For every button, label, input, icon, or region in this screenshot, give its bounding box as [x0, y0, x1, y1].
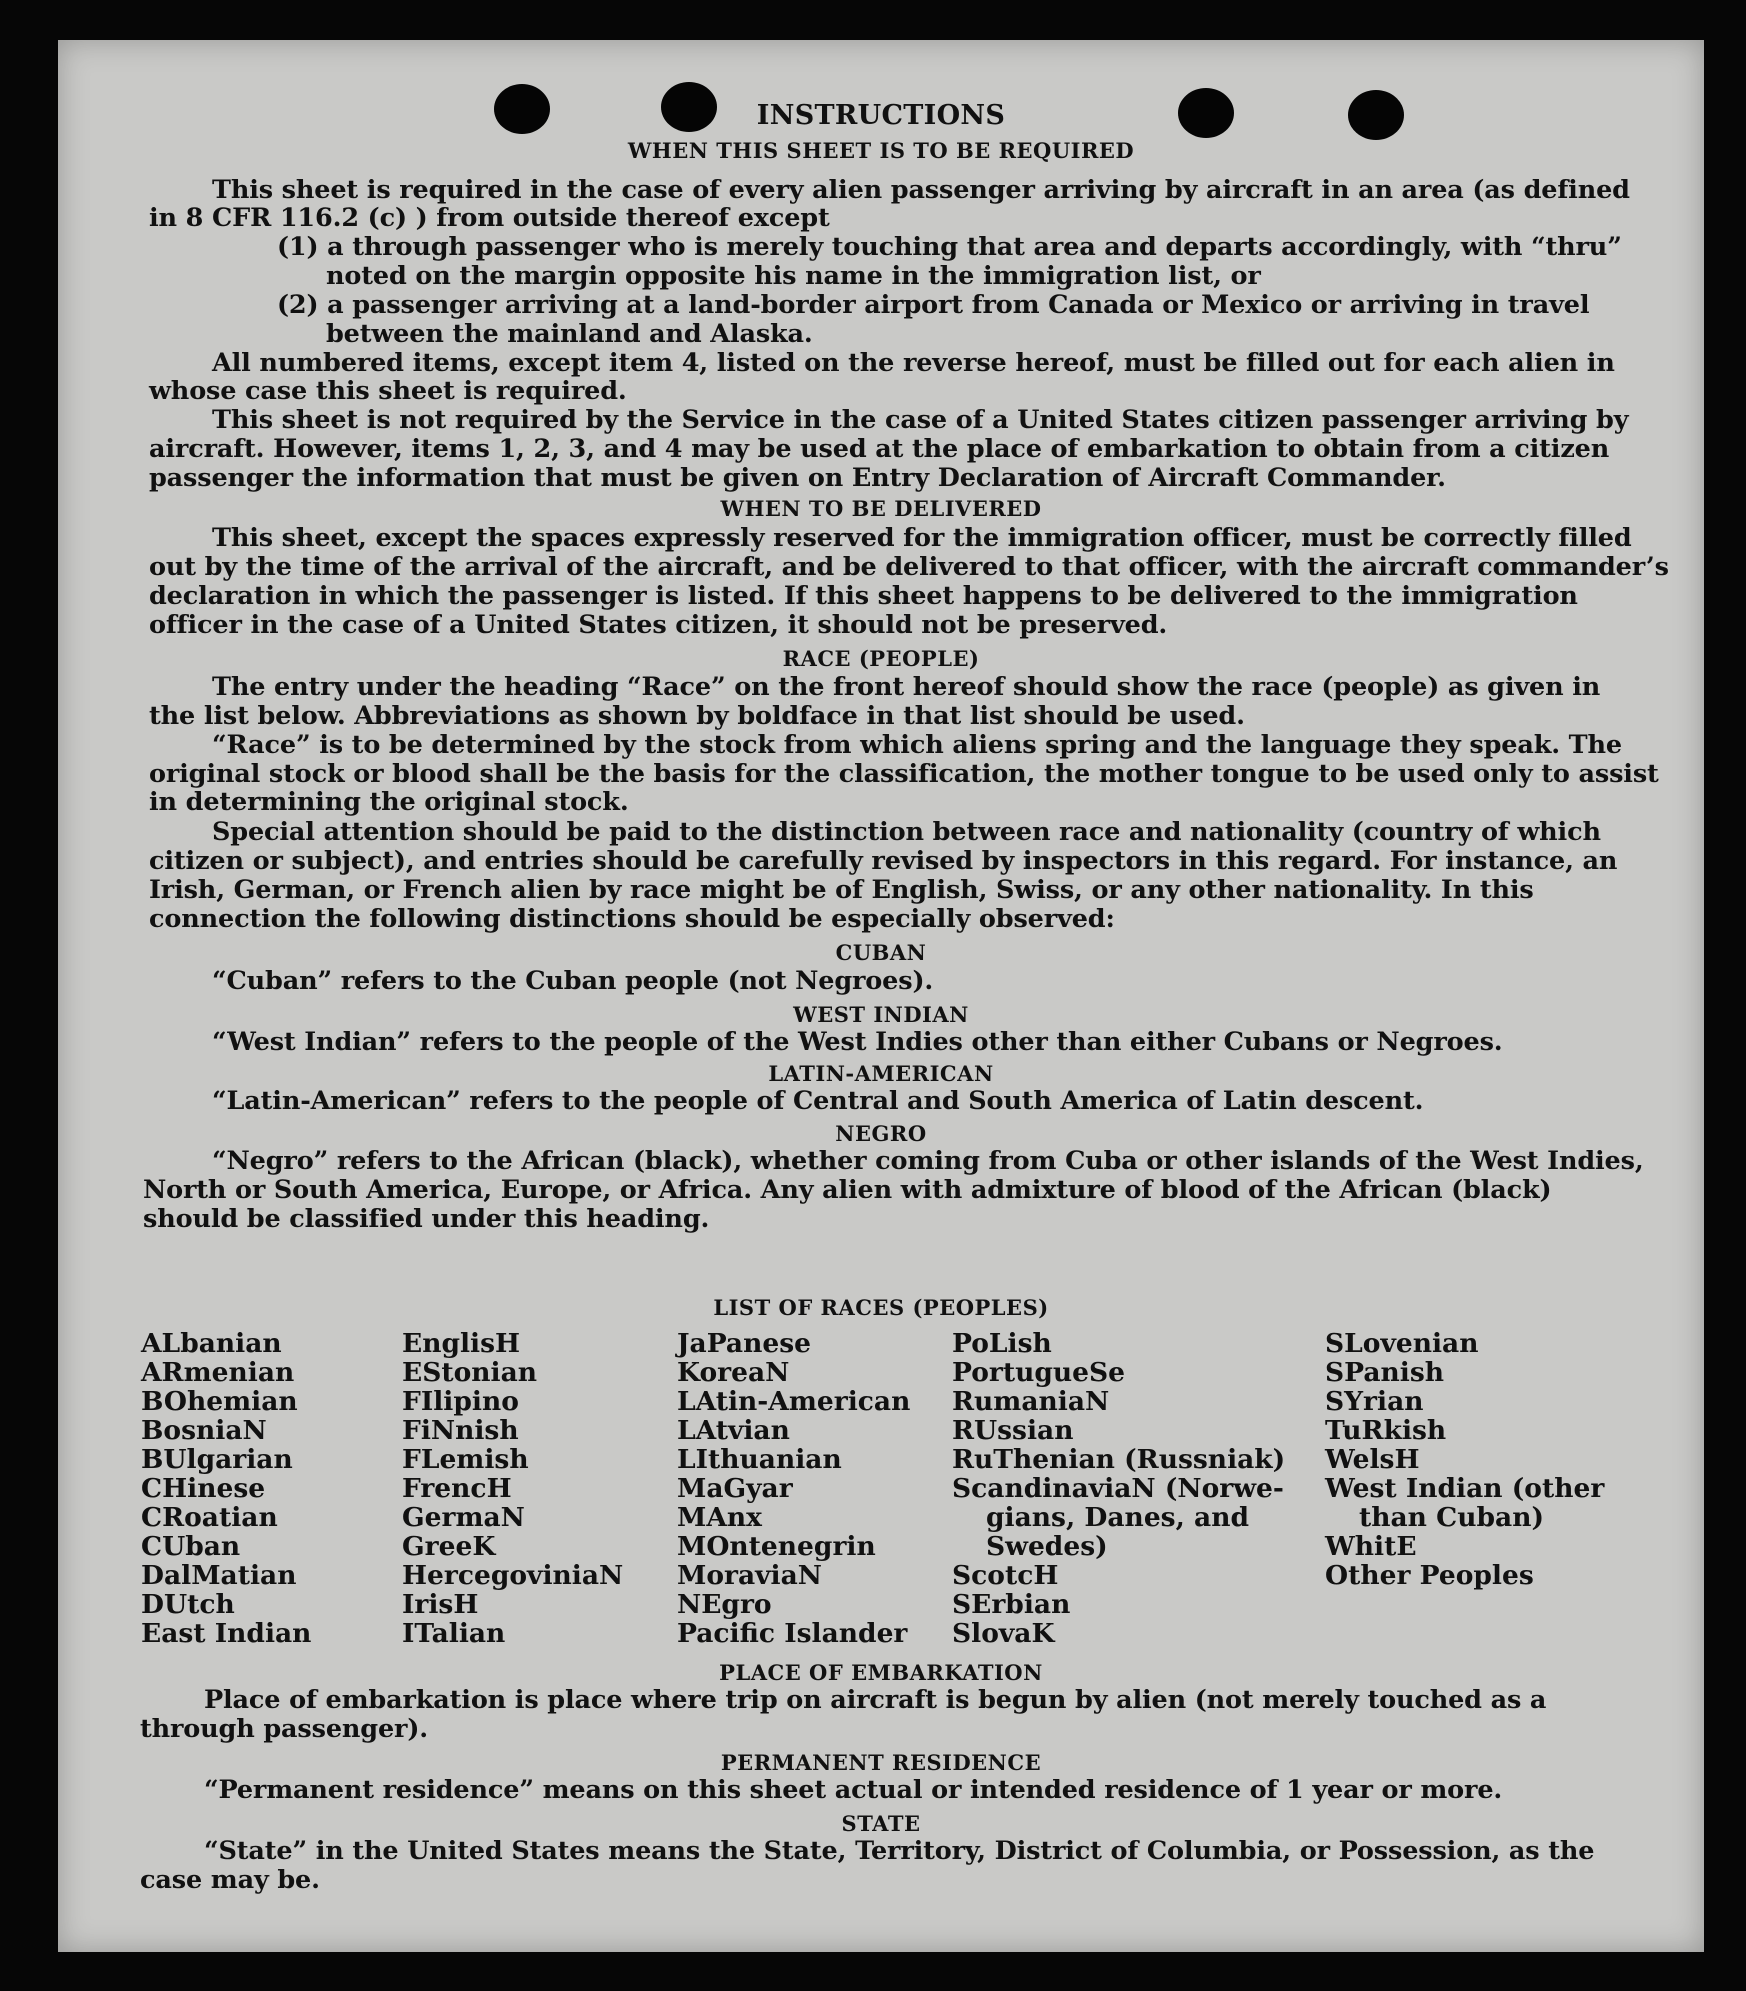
- text-line: original stock or blood shall be the basis for the classification, the mother tongue to be used only to assist: [149, 759, 1659, 789]
- text-line: Place of embarkation is place where trip on aircraft is begun by alien (not merely touched as a: [204, 1685, 1547, 1715]
- section-heading: PLACE OF EMBARKATION: [719, 1660, 1043, 1685]
- race-item: RUssian: [952, 1415, 1074, 1446]
- text-line: should be classified under this heading.: [143, 1204, 710, 1234]
- race-item: CUban: [141, 1531, 241, 1562]
- section-heading: LATIN-AMERICAN: [768, 1061, 994, 1086]
- race-item: BOhemian: [141, 1386, 298, 1417]
- race-column: [402, 1329, 623, 1648]
- race-item: West Indian (other: [1325, 1473, 1605, 1504]
- race-item: ALbanian: [141, 1328, 282, 1359]
- text-line: The entry under the heading “Race” on the front hereof should show the race (people) as given in: [212, 672, 1601, 702]
- race-item: WhitE: [1325, 1531, 1417, 1562]
- section-heading: CUBAN: [835, 940, 927, 965]
- text-line: “Permanent residence” means on this sheet actual or intended residence of 1 year or more.: [204, 1775, 1503, 1805]
- race-item: LAtin-American: [677, 1386, 911, 1417]
- race-item: Pacific Islander: [677, 1618, 908, 1649]
- race-item: SErbian: [952, 1589, 1071, 1620]
- race-item: ScotcH: [952, 1560, 1059, 1591]
- race-item: BosniaN: [141, 1415, 267, 1446]
- race-item: East Indian: [141, 1618, 312, 1649]
- text-line: Special attention should be paid to the distinction between race and nationality (country of which: [212, 817, 1601, 847]
- text-line: noted on the margin opposite his name in the immigration list, or: [326, 261, 1261, 291]
- race-item: JaPanese: [677, 1328, 812, 1359]
- race-item: Other Peoples: [1325, 1560, 1534, 1591]
- text-line: “Race” is to be determined by the stock from which aliens spring and the language they speak. The: [212, 730, 1622, 760]
- race-item: DalMatian: [141, 1560, 297, 1591]
- text-line: (1) a through passenger who is merely touching that area and departs accordingly, with “thru”: [277, 232, 1622, 262]
- race-item: DUtch: [141, 1589, 235, 1620]
- text-line: officer in the case of a United States citizen, it should not be preserved.: [149, 610, 1168, 640]
- text-line: This sheet, except the spaces expressly reserved for the immigration officer, must be correctly filled: [212, 523, 1632, 553]
- race-item: SlovaK: [952, 1618, 1055, 1649]
- text-line: in determining the original stock.: [149, 787, 629, 817]
- race-column: [677, 1329, 910, 1648]
- section-heading: RACE (PEOPLE): [782, 646, 980, 671]
- text-line: passenger the information that must be given on Entry Declaration of Aircraft Commander.: [149, 463, 1446, 493]
- race-item: MoraviaN: [677, 1560, 822, 1591]
- text-line: All numbered items, except item 4, listed on the reverse hereof, must be filled out for each alien in: [212, 348, 1615, 378]
- race-item: gians, Danes, and: [986, 1502, 1250, 1533]
- section-heading: LIST OF RACES (PEOPLES): [713, 1295, 1049, 1320]
- race-item: EnglisH: [402, 1328, 521, 1359]
- race-item: MaGyar: [677, 1473, 793, 1504]
- race-item: RumaniaN: [952, 1386, 1110, 1417]
- text-line: North or South America, Europe, or Africa. Any alien with admixture of blood of the African (black): [143, 1175, 1552, 1205]
- text-line: citizen or subject), and entries should be carefully revised by inspectors in this regard. For instance, an: [149, 846, 1618, 876]
- text-line: “Cuban” refers to the Cuban people (not Negroes).: [212, 966, 934, 996]
- section-heading: NEGRO: [835, 1121, 927, 1146]
- page-title: INSTRUCTIONS: [756, 100, 1006, 131]
- race-item: RuThenian (Russniak): [952, 1444, 1286, 1475]
- race-item: FiNnish: [402, 1415, 519, 1446]
- instruction-sheet: [58, 40, 1704, 1952]
- race-item: SLovenian: [1325, 1328, 1479, 1359]
- race-item: CRoatian: [141, 1502, 278, 1533]
- race-item: TuRkish: [1325, 1415, 1447, 1446]
- text-line: “West Indian” refers to the people of the West Indies other than either Cubans or Negroes.: [212, 1027, 1503, 1057]
- text-line: between the mainland and Alaska.: [326, 319, 813, 349]
- text-line: “State” in the United States means the State, Territory, District of Columbia, or Possession, as the: [204, 1836, 1595, 1866]
- race-item: PoLish: [952, 1328, 1052, 1359]
- section-heading: PERMANENT RESIDENCE: [720, 1750, 1042, 1775]
- race-item: HercegoviniaN: [402, 1560, 624, 1591]
- race-item: SYrian: [1325, 1386, 1424, 1417]
- race-column: [952, 1329, 1285, 1648]
- text-line: case may be.: [140, 1865, 320, 1895]
- text-line: the list below. Abbreviations as shown by boldface in that list should be used.: [149, 701, 1245, 731]
- section-heading: STATE: [841, 1811, 921, 1836]
- text-line: out by the time of the arrival of the aircraft, and be delivered to that officer, with the aircraft commander’s: [149, 552, 1669, 582]
- race-item: EStonian: [402, 1357, 538, 1388]
- race-column: [141, 1329, 311, 1648]
- race-item: ITalian: [402, 1618, 506, 1649]
- race-item: WelsH: [1325, 1444, 1420, 1475]
- text-line: through passenger).: [140, 1714, 428, 1744]
- text-line: connection the following distinctions should be especially observed:: [149, 904, 1115, 934]
- text-line: declaration in which the passenger is listed. If this sheet happens to be delivered to the immigration: [149, 581, 1578, 611]
- race-item: CHinese: [141, 1473, 266, 1504]
- race-item: MAnx: [677, 1502, 762, 1533]
- text-line: This sheet is not required by the Service in the case of a United States citizen passenger arriving by: [212, 405, 1629, 435]
- race-item: GermaN: [402, 1502, 525, 1533]
- text-line: whose case this sheet is required.: [149, 376, 627, 406]
- section-heading: WHEN TO BE DELIVERED: [720, 496, 1042, 521]
- text-line: in 8 CFR 116.2 (c) ) from outside thereof except: [149, 203, 830, 233]
- text-line: “Negro” refers to the African (black), whether coming from Cuba or other islands of the West Indies,: [212, 1146, 1644, 1176]
- race-item: MOntenegrin: [677, 1531, 876, 1562]
- race-item: ARmenian: [141, 1357, 295, 1388]
- race-item: PortugueSe: [952, 1357, 1126, 1388]
- race-item: Swedes): [986, 1531, 1108, 1562]
- race-column: [1325, 1329, 1604, 1590]
- race-item: than Cuban): [1359, 1502, 1545, 1533]
- section-heading: WEST INDIAN: [793, 1002, 969, 1027]
- race-item: BUlgarian: [141, 1444, 293, 1475]
- race-item: LIthuanian: [677, 1444, 842, 1475]
- race-item: ScandinaviaN (Norwe-: [952, 1473, 1284, 1504]
- text-line: (2) a passenger arriving at a land-border airport from Canada or Mexico or arriving in travel: [277, 290, 1590, 320]
- race-item: KoreaN: [677, 1357, 790, 1388]
- text-line: This sheet is required in the case of every alien passenger arriving by aircraft in an area (as defined: [212, 175, 1630, 205]
- text-line: “Latin-American” refers to the people of Central and South America of Latin descent.: [212, 1086, 1424, 1116]
- race-item: GreeK: [402, 1531, 496, 1562]
- text-line: aircraft. However, items 1, 2, 3, and 4 may be used at the place of embarkation to obtain from a citizen: [149, 434, 1610, 464]
- race-item: IrisH: [402, 1589, 479, 1620]
- race-item: FrencH: [402, 1473, 512, 1504]
- race-item: FLemish: [402, 1444, 529, 1475]
- race-item: FIlipino: [402, 1386, 519, 1417]
- race-item: SPanish: [1325, 1357, 1445, 1388]
- race-item: LAtvian: [677, 1415, 790, 1446]
- text-line: Irish, German, or French alien by race might be of English, Swiss, or any other nationality. In this: [149, 875, 1534, 905]
- race-item: NEgro: [677, 1589, 772, 1620]
- section-heading: WHEN THIS SHEET IS TO BE REQUIRED: [627, 138, 1135, 163]
